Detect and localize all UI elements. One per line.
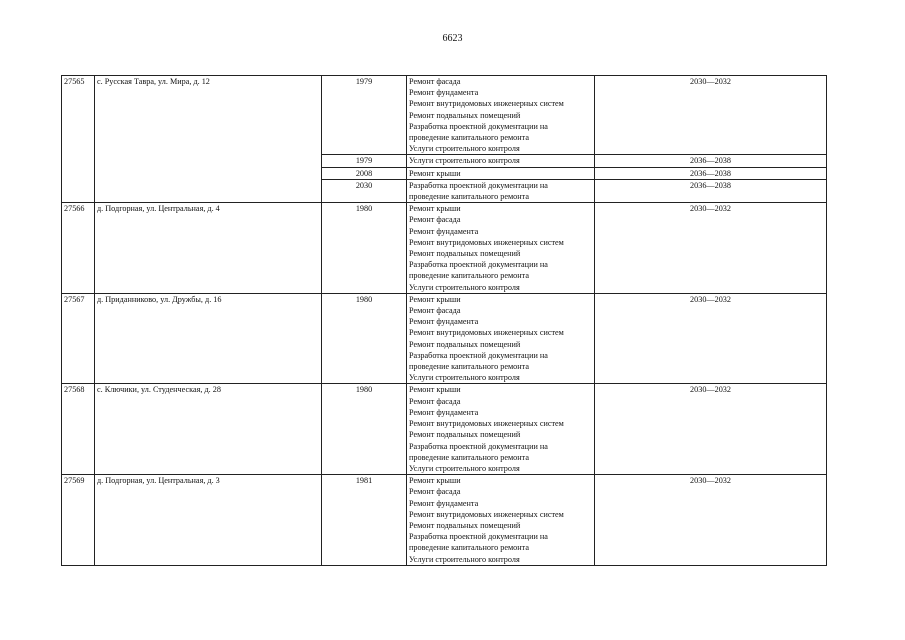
work-type-line: Разработка проектной документации на <box>409 180 548 190</box>
year-cell: 1980 <box>322 384 407 475</box>
table-row <box>62 76 827 155</box>
work-type-line: проведение капитального ремонта <box>409 543 529 553</box>
work-type-line: Ремонт подвальных помещений <box>409 430 521 440</box>
work-type-line: Разработка проектной документации на <box>409 532 548 542</box>
table-row <box>62 475 827 566</box>
work-type-line: Разработка проектной документации на <box>409 121 548 131</box>
address-cell: с. Русская Тавра, ул. Мира, д. 12 <box>95 76 322 203</box>
address-cell: д. Подгорная, ул. Центральная, д. 4 <box>95 203 322 294</box>
work-type-line: Услуги строительного контроля <box>409 554 520 564</box>
work-type-line: Ремонт фундамента <box>409 88 479 98</box>
work-types-cell <box>407 155 595 167</box>
year-cell: 1979 <box>322 76 407 155</box>
work-type-line: Ремонт фасада <box>409 77 461 86</box>
period-cell: 2030—2032 <box>595 475 827 566</box>
year-cell: 1980 <box>322 203 407 294</box>
period-cell: 2036—2038 <box>595 179 827 202</box>
period-cell: 2030—2032 <box>595 384 827 475</box>
period-cell: 2030—2032 <box>595 203 827 294</box>
work-type-line: Разработка проектной документации на <box>409 260 548 270</box>
work-type-line: проведение капитального ремонта <box>409 452 529 462</box>
work-type-line: Услуги строительного контроля <box>409 373 520 383</box>
work-types-cell <box>407 203 595 294</box>
work-type-line: Ремонт крыши <box>409 168 461 178</box>
work-type-line: Ремонт внутридомовых инженерных систем <box>409 99 564 109</box>
work-type-line: Ремонт подвальных помещений <box>409 249 521 259</box>
address-cell: с. Ключики, ул. Студенческая, д. 28 <box>95 384 322 475</box>
work-type-line: Ремонт фундамента <box>409 317 479 327</box>
year-cell: 2008 <box>322 167 407 179</box>
work-type-line: Ремонт фасада <box>409 215 461 225</box>
repair-schedule-table <box>61 75 827 566</box>
work-type-line: Ремонт подвальных помещений <box>409 520 521 530</box>
work-type-line: Услуги строительного контроля <box>409 144 520 154</box>
page-number: 6623 <box>442 33 463 44</box>
work-type-line: проведение капитального ремонта <box>409 362 529 372</box>
work-type-line: Ремонт крыши <box>409 294 461 304</box>
table-row <box>62 384 827 475</box>
work-type-line: Ремонт крыши <box>409 476 461 486</box>
work-type-line: Ремонт фасада <box>409 396 461 406</box>
period-cell: 2030—2032 <box>595 76 827 155</box>
work-type-line: Ремонт внутридомовых инженерных систем <box>409 237 564 247</box>
period-cell: 2036—2038 <box>595 167 827 179</box>
table-row <box>62 293 827 384</box>
work-types-cell <box>407 475 595 566</box>
address-cell: д. Подгорная, ул. Центральная, д. 3 <box>95 475 322 566</box>
work-type-line: проведение капитального ремонта <box>409 271 529 281</box>
period-cell: 2030—2032 <box>595 293 827 384</box>
work-type-line: Ремонт фундамента <box>409 498 479 508</box>
building-id-cell: 27568 <box>62 384 95 475</box>
work-type-line: Ремонт крыши <box>409 204 461 214</box>
building-id-cell: 27566 <box>62 203 95 294</box>
work-type-line: Ремонт фундамента <box>409 407 479 417</box>
year-cell: 1979 <box>322 155 407 167</box>
work-types-cell <box>407 167 595 179</box>
work-type-line: Услуги строительного контроля <box>409 156 520 166</box>
year-cell: 1981 <box>322 475 407 566</box>
year-cell: 2030 <box>322 179 407 202</box>
table-row <box>62 203 827 294</box>
work-types-cell <box>407 384 595 475</box>
work-type-line: Ремонт внутридомовых инженерных систем <box>409 328 564 338</box>
work-type-line: проведение капитального ремонта <box>409 133 529 143</box>
work-type-line: Услуги строительного контроля <box>409 282 520 292</box>
work-type-line: Разработка проектной документации на <box>409 350 548 360</box>
work-type-line: Услуги строительного контроля <box>409 463 520 473</box>
building-id-cell: 27565 <box>62 76 95 203</box>
building-id-cell: 27567 <box>62 293 95 384</box>
work-type-line: Ремонт подвальных помещений <box>409 339 521 349</box>
work-types-cell <box>407 179 595 202</box>
work-type-line: Ремонт подвальных помещений <box>409 110 521 120</box>
work-types-cell <box>407 293 595 384</box>
period-cell: 2036—2038 <box>595 155 827 167</box>
work-types-cell <box>407 76 595 155</box>
work-type-line: Ремонт фасада <box>409 306 461 316</box>
year-cell: 1980 <box>322 293 407 384</box>
work-type-line: Ремонт внутридомовых инженерных систем <box>409 419 564 429</box>
address-cell: д. Приданниково, ул. Дружбы, д. 16 <box>95 293 322 384</box>
work-type-line: Ремонт фундамента <box>409 226 479 236</box>
building-id-cell: 27569 <box>62 475 95 566</box>
work-type-line: Ремонт фасада <box>409 487 461 497</box>
work-type-line: Ремонт внутридомовых инженерных систем <box>409 509 564 519</box>
work-type-line: проведение капитального ремонта <box>409 192 529 202</box>
table-body <box>62 76 827 566</box>
work-type-line: Ремонт крыши <box>409 385 461 395</box>
work-type-line: Разработка проектной документации на <box>409 441 548 451</box>
